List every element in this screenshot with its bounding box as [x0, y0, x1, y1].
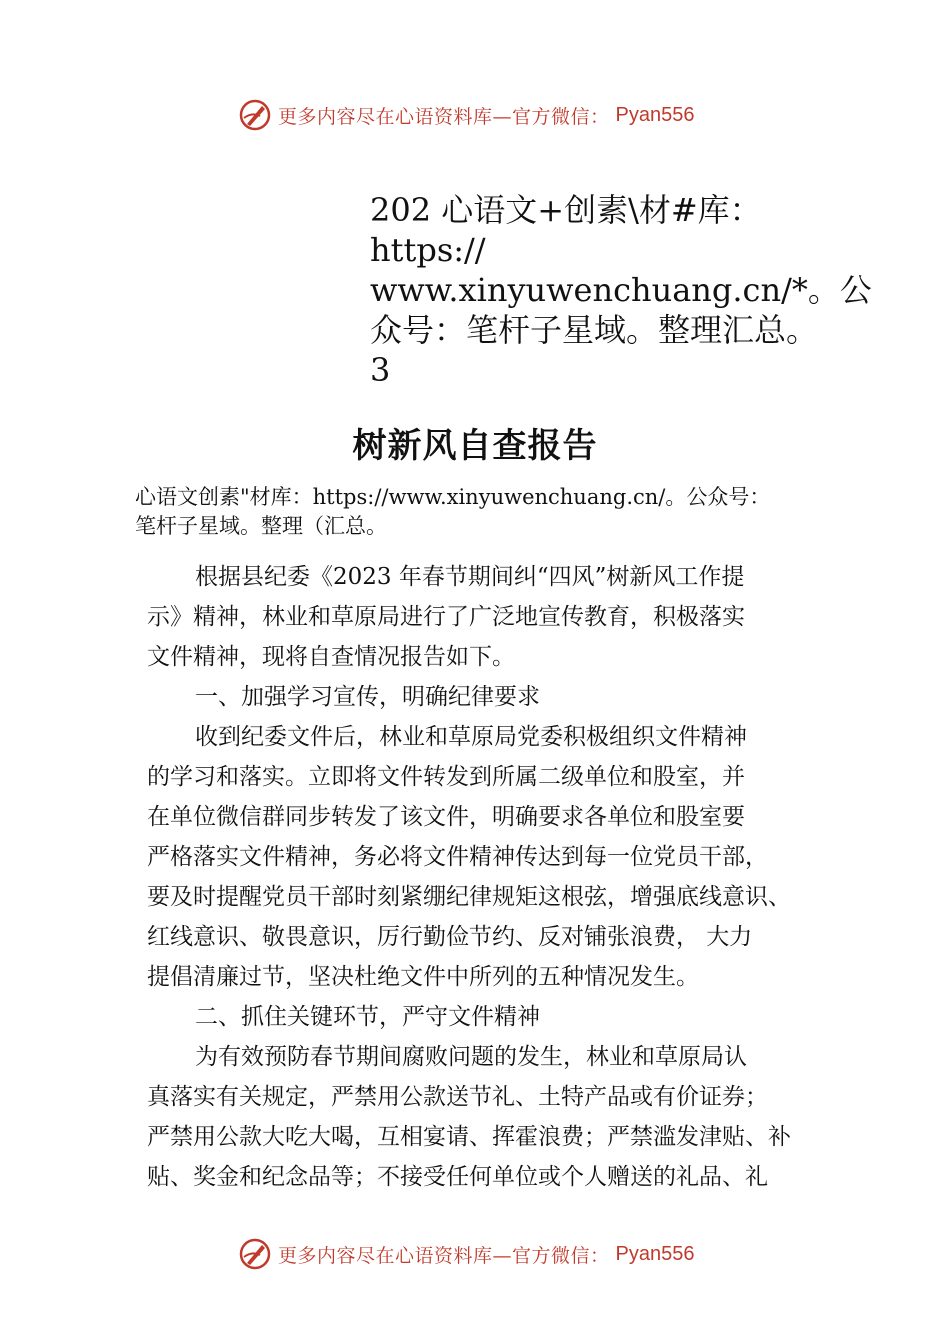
body-line: 示》精神，林业和草原局进行了广泛地宣传教育，积极落实: [147, 604, 745, 630]
body-line: 为有效预防春节期间腐败问题的发生，林业和草原局认: [195, 1044, 747, 1070]
footer-banner-text: 更多内容尽在心语资料库—官方微信：: [278, 1244, 610, 1267]
quill-logo-icon: [238, 98, 272, 132]
source-note: [135, 483, 915, 541]
header-banner-text: 更多内容尽在心语资料库—官方微信：: [278, 105, 610, 128]
body-line: 文件精神，现将自查情况报告如下。: [147, 644, 515, 670]
body-line: 一、加强学习宣传，明确纪律要求: [195, 684, 540, 710]
body-line: 要及时提醒党员干部时刻紧绷纪律规矩这根弦，增强底线意识、: [147, 884, 791, 910]
overlay-line: https://: [370, 231, 486, 269]
body-line: 严禁用公款大吃大喝，互相宴请、挥霍浪费；严禁滥发津贴、补: [147, 1124, 791, 1150]
body-line: 真落实有关规定，严禁用公款送节礼、土特产品或有价证券；: [147, 1084, 768, 1110]
body-line: 提倡清廉过节，坚决杜绝文件中所列的五种情况发生。: [147, 964, 699, 990]
source-note-line: 心语文创素"材库：https://www.xinyuwenchuang.cn/。公众号：: [135, 485, 771, 509]
overlay-watermark-text: [370, 190, 890, 390]
body-line: 二、抓住关键环节，严守文件精神: [195, 1004, 540, 1030]
body-line: 在单位微信群同步转发了该文件，明确要求各单位和股室要: [147, 804, 745, 830]
body-line: 严格落实文件精神，务必将文件精神传达到每一位党员干部，: [147, 844, 768, 870]
overlay-line: www.xinyuwenchuang.cn/*。公: [370, 271, 872, 309]
body-line: 的学习和落实。立即将文件转发到所属二级单位和股室，并: [147, 764, 745, 790]
overlay-line: 202 心语文+创素\材#库：: [370, 191, 762, 229]
footer-banner-code: Pyan556: [615, 1242, 695, 1265]
overlay-line: 众号：笔杆子星域。整理汇总。: [370, 311, 819, 349]
body-line: 红线意识、敬畏意识，厉行勤俭节约、反对铺张浪费， 大力: [147, 924, 753, 950]
quill-logo-icon: [238, 1237, 272, 1271]
document-title: 树新风自查报告: [352, 426, 598, 466]
body-line: 收到纪委文件后，林业和草原局党委积极组织文件精神: [195, 724, 747, 750]
header-banner: [238, 97, 758, 133]
document-body: [147, 557, 887, 1197]
source-note-line: 笔杆子星域。整理（汇总。: [135, 514, 387, 538]
header-banner-code: Pyan556: [615, 103, 695, 126]
overlay-line: 3: [370, 351, 391, 389]
body-line: 根据县纪委《2023 年春节期间纠“四风”树新风工作提: [195, 564, 745, 590]
footer-banner: [238, 1236, 758, 1272]
body-line: 贴、奖金和纪念品等；不接受任何单位或个人赠送的礼品、礼: [147, 1164, 768, 1190]
